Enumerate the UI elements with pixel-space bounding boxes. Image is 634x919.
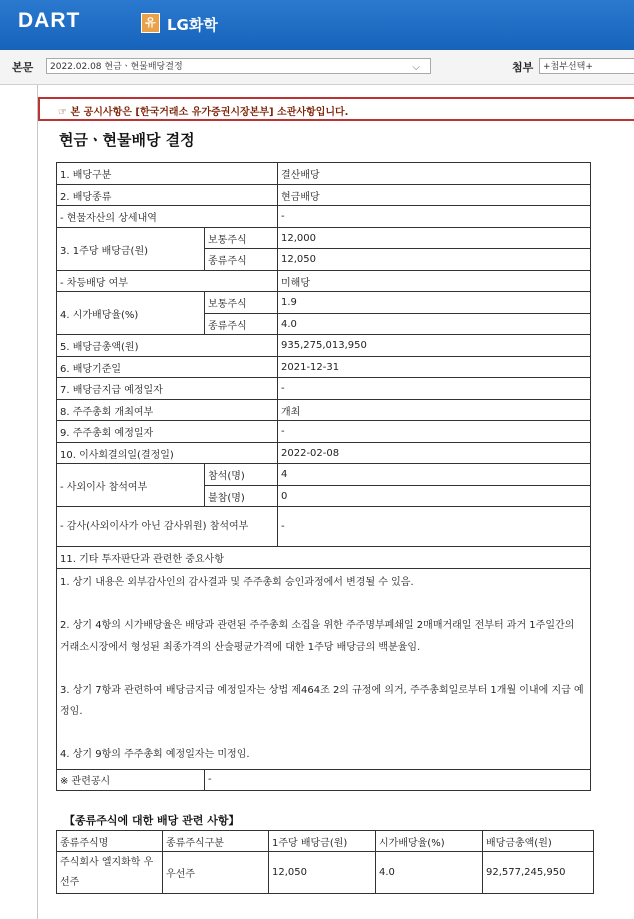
table-row [57,228,591,249]
table-row [57,769,591,790]
row-value: 1.9 [278,292,591,314]
row-value: 결산배당 [278,163,591,185]
document-toolbar [0,50,634,85]
left-gutter [0,85,38,919]
table-row [57,421,591,443]
row-value: - [278,206,591,228]
note-item: 4. 상기 9항의 주주총회 예정일자는 미정임. [60,749,250,760]
row-label: 11. 기타 투자판단과 관련한 중요사항 [57,547,591,569]
sub-label: 불참(명) [205,486,278,507]
row-label: 5. 배당금총액(원) [57,335,278,357]
column-header: 종류주식명 [57,831,163,852]
row-value: - [278,507,591,547]
table-row [57,852,594,894]
table-row [57,163,591,185]
document-body [38,85,634,919]
row-label: 1. 배당구분 [57,163,278,185]
row-value: 12,000 [278,228,591,249]
section-title: 【종류주식에 대한 배당 관련 사항】 [64,814,240,827]
logo-text: DART [18,9,81,32]
column-header: 배당금총액(원) [483,831,594,852]
table-row [57,569,591,770]
row-label: 3. 1주당 배당금(원) [57,228,205,271]
row-value: 4.0 [278,314,591,335]
table-cell: 92,577,245,950 [483,852,594,894]
table-row [57,400,591,421]
row-value: 2022-02-08 [278,443,591,464]
sub-label: 종류주식 [205,249,278,271]
sub-label: 보통주식 [205,228,278,249]
row-value: 935,275,013,950 [278,335,591,357]
table-row [57,292,591,314]
note-item: 3. 상기 7항과 관련하여 배당금지급 예정일자는 상법 제464조 2의 규정에 의거, 주주총회일로부터 1개월 이내에 지급 예정임. [60,684,584,717]
table-cell: 주식회사 엘지화학 우선주 [57,852,163,894]
row-label: 6. 배당기준일 [57,357,278,378]
table-row [57,185,591,206]
row-value: 4 [278,464,591,486]
chevron-down-icon: ⌵ [412,62,420,73]
row-value: 미해당 [278,271,591,292]
table-row [57,443,591,464]
attach-label: 첨부 [512,61,534,74]
table-row [57,507,591,547]
table-row [57,335,591,357]
table-header-row [57,831,594,852]
table-row [57,547,591,569]
notice-text: ☞ 본 공시사항은 [한국거래소 유가증권시장본부] 소관사항입니다. [58,107,349,118]
attach-select-value: +첨부선택+ [543,62,593,72]
row-label: ※ 관련공시 [57,769,205,790]
column-header: 종류주식구분 [163,831,269,852]
main-doc-select[interactable] [46,58,431,74]
table-row [57,206,591,228]
dividend-table [56,162,591,791]
doc-title: 현금ㆍ현물배당 결정 [59,131,195,149]
notice-box [38,97,634,121]
app-header [0,0,634,50]
attach-select[interactable] [539,58,634,74]
row-value: 0 [278,486,591,507]
note-item: 2. 상기 4항의 시가배당율은 배당과 관련된 주주총회 소집을 위한 주주명부폐쇄일 2매매거래일 전부터 과거 1주일간의 거래소시장에서 형성된 최종가격의 산술평균가격에 대한 1주당 배당금의 백분율임. [60,620,575,653]
company-name: LG화학 [167,16,218,34]
row-value: - [278,421,591,443]
row-label: 7. 배당금지급 예정일자 [57,378,278,400]
main-doc-label: 본문 [12,61,34,74]
row-value: 현금배당 [278,185,591,206]
main-doc-select-value: 2022.02.08 현금ㆍ현물배당결정 [50,62,183,72]
row-value: 개최 [278,400,591,421]
table-cell: 우선주 [163,852,269,894]
row-label: 9. 주주총회 예정일자 [57,421,278,443]
table-row [57,378,591,400]
note-item: 1. 상기 내용은 외부감사인의 감사결과 및 주주총회 승인과정에서 변경될 수 있음. [60,577,414,588]
dart-logo[interactable] [18,9,80,33]
row-label: 8. 주주총회 개최여부 [57,400,278,421]
preferred-stock-table [56,830,594,894]
table-cell: 4.0 [376,852,483,894]
sub-label: 보통주식 [205,292,278,314]
row-label: - 감사(사외이사가 아닌 감사위원) 참석여부 [57,507,278,547]
row-label: 2. 배당종류 [57,185,278,206]
row-value: 2021-12-31 [278,357,591,378]
row-label: - 차등배당 여부 [57,271,278,292]
row-value: - [205,769,591,790]
table-cell: 12,050 [269,852,376,894]
table-row [57,464,591,486]
sub-label: 종류주식 [205,314,278,335]
market-badge: 유 [141,13,160,33]
row-label: 10. 이사회결의일(결정일) [57,443,278,464]
row-label: - 사외이사 참석여부 [57,464,205,507]
notes-cell [57,569,591,770]
sub-label: 참석(명) [205,464,278,486]
table-row [57,271,591,292]
row-label: 4. 시가배당율(%) [57,292,205,335]
column-header: 시가배당율(%) [376,831,483,852]
row-label: - 현물자산의 상세내역 [57,206,278,228]
table-row [57,357,591,378]
column-header: 1주당 배당금(원) [269,831,376,852]
row-value: - [278,378,591,400]
row-value: 12,050 [278,249,591,271]
